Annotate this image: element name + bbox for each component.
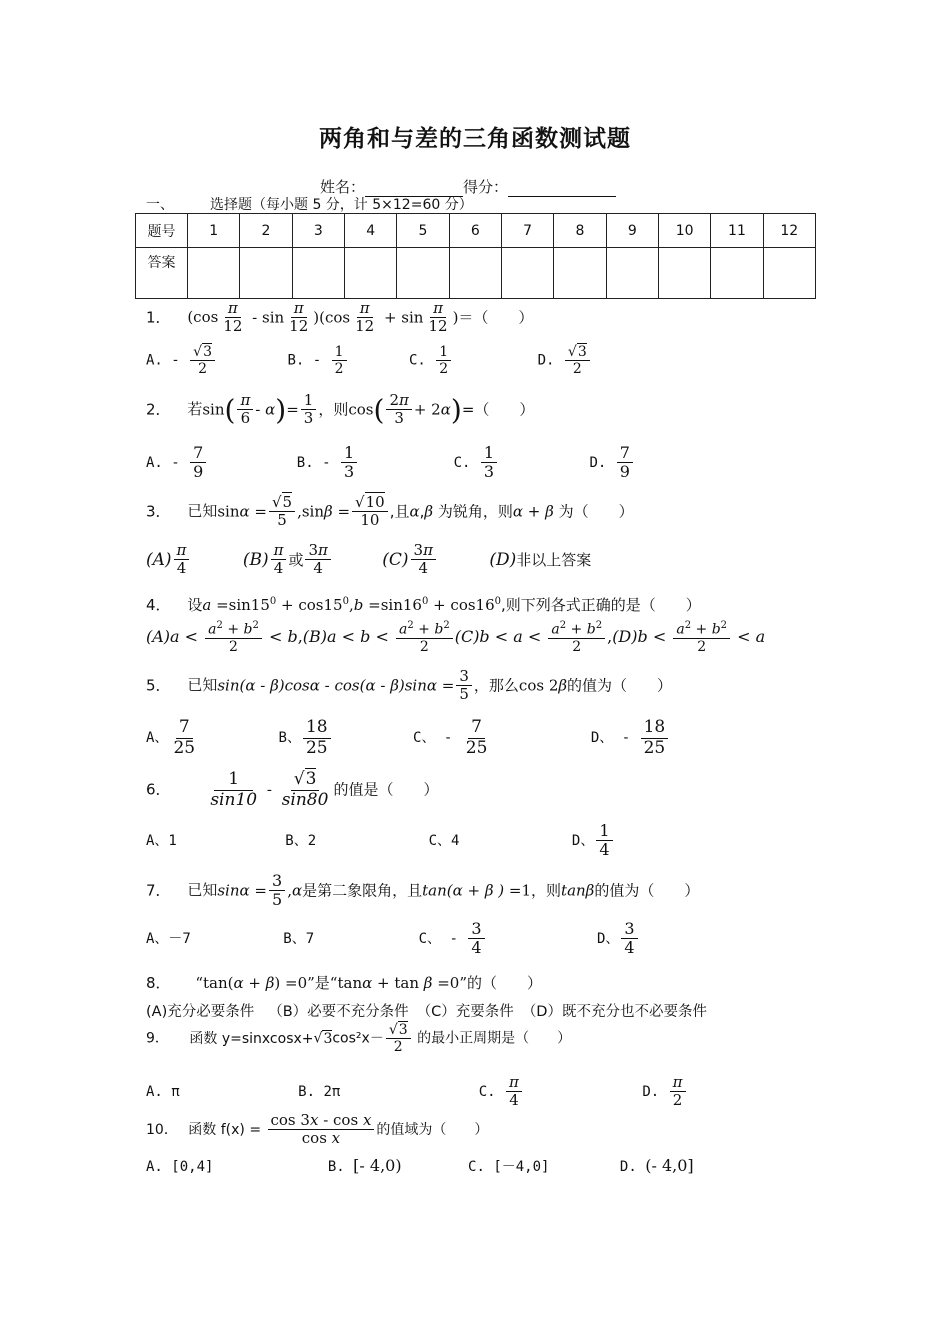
question-number: 9 [606, 214, 658, 248]
row-label: 答案 [136, 248, 188, 299]
question-6-options: A、1 B、2 C、4 D、 $\frac{1}{4}$ [146, 822, 615, 860]
answer-cell[interactable] [606, 248, 658, 299]
answer-cell[interactable] [554, 248, 606, 299]
question-2: 2． 若sin( $\frac{\pi}{6}$ - α)= $\frac{1}{3}$ ，则cos( $\frac{2\pi}{3}$ + 2α)=（ ） [146, 391, 535, 428]
row-label: 题号 [136, 214, 188, 248]
question-3-options: (A) $\frac{\pi}{4}$ (B) $\frac{\pi}{4}$ 或 $\frac{3\pi}{4}$ (C) $\frac{3\pi}{4}$ (D)非以上答案 [146, 541, 592, 578]
question-3: 3． 已知sinα = $\frac{√5}{5}$ ,sinβ = $\frac{√10}{10}$ ,且α,β 为锐角，则α + β 为（ ） [146, 493, 634, 530]
question-number: 4 [344, 214, 396, 248]
answer-table [135, 213, 816, 299]
question-5-options: A、 $\frac{7}{25}$ B、 $\frac{18}{25}$ C、 - $\frac{7}{25}$ D、 - $\frac{18}{25}$ [146, 718, 670, 758]
answer-cell[interactable] [658, 248, 710, 299]
question-number: 7 [501, 214, 553, 248]
score-blank[interactable] [508, 182, 616, 197]
question-7: 7． 已知sinα = $\frac{3}{5}$ ,α是第二象限角，且tan(α + β ) =1，则tanβ的值为（ ） [146, 871, 700, 910]
section-number: 一、 [146, 197, 174, 213]
question-2-options: A. - $\frac{7}{9}$ B. - $\frac{1}{3}$ C. $\frac{1}{3}$ D. $\frac{7}{9}$ [146, 444, 635, 482]
question-4: 4． 设$a =\sin 15^0 + \cos 15^0,b =\sin 16^0 + \cos 16^0$,则下列各式正确的是（ ） [146, 596, 701, 614]
question-1-options: A. - $\frac{√3}{2}$ B. - $\frac{1}{2}$ C. $\frac{1}{2}$ D. $\frac{√3}{2}$ [146, 344, 592, 377]
question-number: 3 [292, 214, 344, 248]
score-label: 得分： [463, 178, 509, 196]
question-10-options: A. [0,4] B. [- 4,0) C. [－4,0] D. (- 4,0] [146, 1156, 694, 1175]
question-5: 5． 已知sin(α - β)cosα - cos(α - β)sinα = $\frac{3}{5}$ ，那么cos 2β的值为（ ） [146, 667, 673, 704]
question-4-options: (A)a < $\frac{a^2 + b^2}{2}$ < b,(B)a < b < $\frac{a^2 + b^2}{2}$ (C)b < a < $\frac{a^2 + b^2}{2}$ ,(D)b < $\frac{a^2 + b^2}{2}$ < a [146, 620, 766, 655]
question-9-options: A. π B. 2π C. $\frac{\pi}{4}$ D. $\frac{\pi}{2}$ [146, 1074, 688, 1110]
question-8: 8． “tan(α + β) =0”是“tanα + tan β =0”的（ ） [146, 974, 543, 992]
answer-cell[interactable] [501, 248, 553, 299]
answer-cell[interactable] [397, 248, 449, 299]
answer-cell[interactable] [344, 248, 396, 299]
answer-cell[interactable] [711, 248, 763, 299]
question-number: 11 [711, 214, 763, 248]
answer-cell[interactable] [449, 248, 501, 299]
question-number: 10 [658, 214, 710, 248]
section-text: 选择题（每小题 5 分，计 5×12=60 分） [210, 197, 473, 213]
question-10: 10． 函数 f(x) = $\frac{\text{cos 3x - cos x}}{\text{cos x}}$ 的值域为（ ） [146, 1111, 489, 1148]
question-number: 2 [240, 214, 292, 248]
question-number: 5 [397, 214, 449, 248]
question-number: 1 [188, 214, 240, 248]
question-1: 1． (cos $\frac{\pi}{12}$ - sin $\frac{\pi}{12}$ )(cos $\frac{\pi}{12}$ + sin $\frac{\pi}{12}$ )＝（ ） [146, 299, 534, 336]
answer-cell[interactable] [763, 248, 815, 299]
question-8-options: (A)充分必要条件 （B）必要不充分条件 （C）充要条件 （D）既不充分也不必要条件 [146, 1004, 707, 1020]
answer-table-header-row [136, 214, 816, 248]
question-number: 8 [554, 214, 606, 248]
answer-cell[interactable] [188, 248, 240, 299]
question-7-options: A、－7 B、7 C、 - $\frac{3}{4}$ D、 $\frac{3}{4}$ [146, 920, 640, 958]
question-6: 6． $\frac{1}{\sin 10}$ - $\frac{√3}{\sin 80}$ 的值是（ ） [146, 769, 439, 810]
question-number: 12 [763, 214, 815, 248]
answer-cell[interactable] [292, 248, 344, 299]
page-title: 两角和与差的三角函数测试题 [319, 126, 631, 152]
name-label: 姓名： [320, 178, 366, 196]
answer-cell[interactable] [240, 248, 292, 299]
answer-table-answer-row [136, 248, 816, 299]
question-number: 6 [449, 214, 501, 248]
section-heading [146, 194, 473, 214]
question-9: 9． 函数 y=sinxcosx+√3cos²x－ $\frac{√3}{2}$ 的最小正周期是（ ） [146, 1022, 572, 1056]
